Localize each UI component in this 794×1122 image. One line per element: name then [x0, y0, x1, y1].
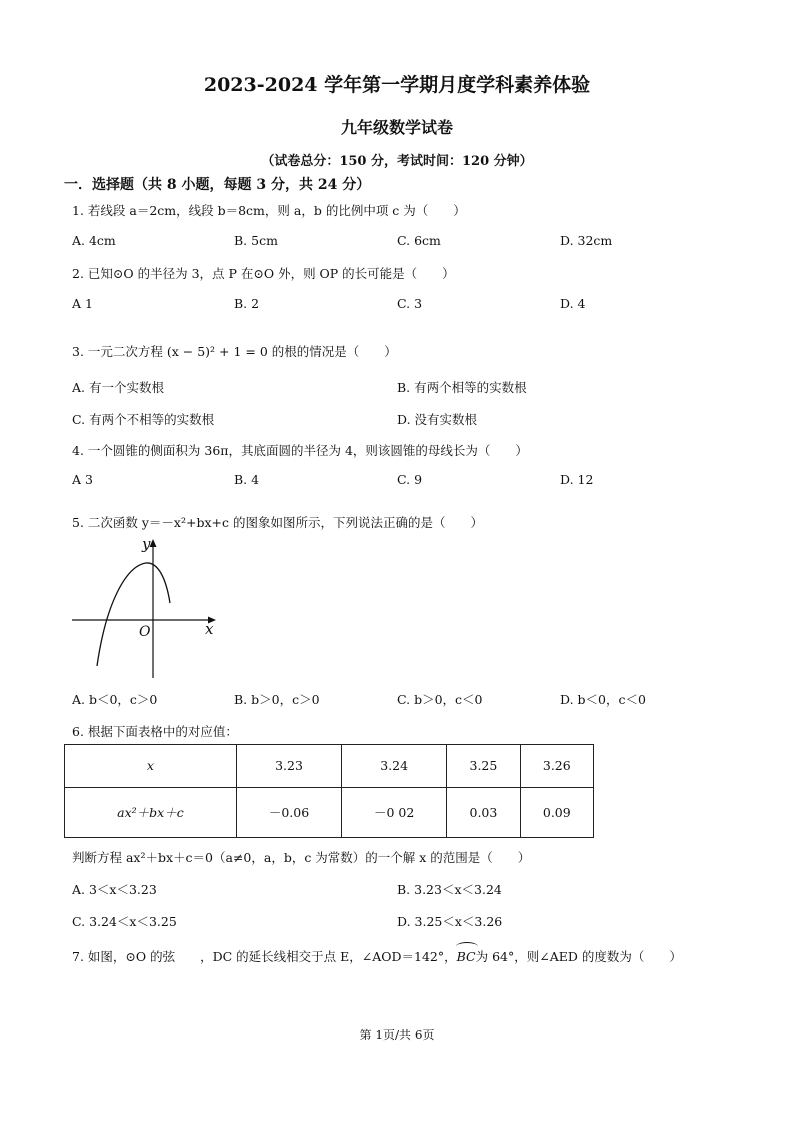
q1-option-b: B. 5cm: [234, 233, 278, 248]
question-3: 3. 一元二次方程 (x − 5)² + 1 = 0 的根的情况是（ ）: [72, 344, 397, 359]
question-7: [72, 947, 682, 965]
y-axis-label: y: [142, 535, 151, 553]
table-cell: 3.25: [447, 745, 520, 788]
q1-option-c: C. 6cm: [397, 233, 441, 248]
origin-label: O: [139, 624, 151, 640]
q3-option-a: A. 有一个实数根: [72, 380, 164, 395]
q4-option-b: B. 4: [234, 472, 260, 487]
arc-label: BC: [456, 949, 476, 964]
table-cell: 3.26: [520, 745, 593, 788]
q6-option-a: A. 3＜x＜3.23: [72, 882, 157, 897]
arc-mark-icon: [456, 942, 478, 951]
question-6: 6. 根据下面表格中的对应值：: [72, 724, 238, 739]
value-table: [64, 744, 594, 838]
table-cell: 0.09: [520, 787, 593, 838]
x-axis-label: x: [205, 620, 214, 638]
parabola-curve: [97, 563, 170, 666]
table-cell: －0.06: [236, 787, 341, 838]
question-1: 1. 若线段 a＝2cm，线段 b＝8cm，则 a，b 的比例中项 c 为（ ）: [72, 203, 466, 218]
y-axis-arrow: [150, 539, 157, 547]
table-cell: ax²＋bx＋c: [65, 787, 237, 838]
exam-meta: （试卷总分：150 分，考试时间：120 分钟）: [261, 154, 533, 169]
q4-option-d: D. 12: [560, 472, 594, 487]
q6-option-c: C. 3.24＜x＜3.25: [72, 914, 177, 929]
q2-option-a: A 1: [72, 296, 93, 311]
table-row: [65, 787, 594, 838]
table-cell: 0.03: [447, 787, 520, 838]
q3-option-c: C. 有两个不相等的实数根: [72, 412, 215, 427]
question-6-prompt: 判断方程 ax²＋bx＋c＝0（a≠0，a，b，c 为常数）的一个解 x 的范围是（ ）: [72, 850, 531, 865]
q1-option-a: A. 4cm: [72, 233, 116, 248]
q4-option-c: C. 9: [397, 472, 423, 487]
q2-option-d: D. 4: [560, 296, 586, 311]
q2-option-c: C. 3: [397, 296, 423, 311]
table-cell: 3.23: [236, 745, 341, 788]
parabola-graph: [66, 533, 226, 683]
q2-option-b: B. 2: [234, 296, 260, 311]
table-cell: x: [65, 745, 237, 788]
q6-option-d: D. 3.25＜x＜3.26: [397, 914, 503, 929]
q5-option-c: C. b＞0，c＜0: [397, 692, 483, 707]
question-2: 2. 已知⊙O 的半径为 3，点 P 在⊙O 外，则 OP 的长可能是（ ）: [72, 266, 455, 281]
exam-title: 2023-2024 学年第一学期月度学科素养体验: [203, 74, 591, 96]
question-5: 5. 二次函数 y＝－x²+bx+c 的图象如图所示，下列说法正确的是（ ）: [72, 515, 483, 530]
q5-option-d: D. b＜0，c＜0: [560, 692, 646, 707]
section-title: 一．选择题（共 8 小题，每题 3 分，共 24 分）: [64, 177, 371, 193]
exam-subtitle: 九年级数学试卷: [340, 118, 453, 137]
table-cell: 3.24: [342, 745, 447, 788]
table-row: [65, 745, 594, 788]
q1-option-d: D. 32cm: [560, 233, 613, 248]
q6-option-b: B. 3.23＜x＜3.24: [397, 882, 502, 897]
q5-option-a: A. b＜0，c＞0: [72, 692, 158, 707]
q5-option-b: B. b＞0，c＞0: [234, 692, 320, 707]
question-7-text-b: 为 64°，则∠AED 的度数为（ ）: [475, 949, 682, 964]
q4-option-a: A 3: [72, 472, 93, 487]
q3-option-b: B. 有两个相等的实数根: [397, 380, 527, 395]
question-7-text-a: 7. 如图，⊙O 的弦 ，DC 的延长线相交于点 E，∠AOD＝142°，: [72, 949, 457, 964]
q3-option-d: D. 没有实数根: [397, 412, 478, 427]
page-footer: 第 1页/共 6页: [359, 1028, 435, 1042]
arc-bc: [457, 949, 476, 964]
table-cell: －0 02: [342, 787, 447, 838]
question-4: 4. 一个圆锥的侧面积为 36π，其底面圆的半径为 4，则该圆锥的母线长为（ ）: [72, 443, 528, 458]
